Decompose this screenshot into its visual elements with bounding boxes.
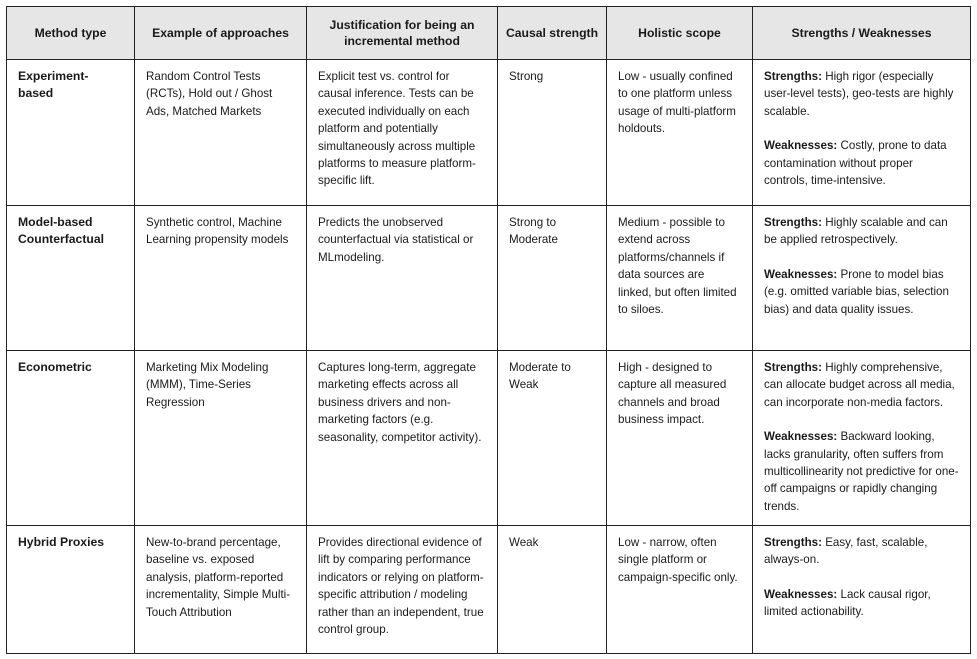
- method-cell: Econometric: [7, 351, 135, 526]
- strengths-text: [764, 214, 959, 249]
- header-strengths-weaknesses: Strengths / Weaknesses: [753, 7, 971, 60]
- examples-cell: Random Control Tests (RCTs), Hold out / Ghost Ads, Matched Markets: [135, 60, 307, 206]
- weaknesses-label: Weaknesses:: [764, 267, 838, 281]
- examples-cell: Marketing Mix Modeling (MMM), Time-Series Regression: [135, 351, 307, 526]
- justification-cell: Captures long-term, aggregate marketing effects across all business drivers and non-marketing factors (e.g. seasonality, competitor activity).: [307, 351, 498, 526]
- header-justification: Justification for being an incremental method: [307, 7, 498, 60]
- justification-cell: Provides directional evidence of lift by comparing performance indicators or relying on platform-specific attribution / modeling rather than an independent, true control group.: [307, 526, 498, 654]
- weaknesses-value: Prone to model bias (e.g. omitted variable bias, selection bias) and data quality issues.: [764, 267, 949, 316]
- causal-strength-cell: Strong to Moderate: [498, 206, 607, 351]
- causal-strength-cell: Weak: [498, 526, 607, 654]
- strengths-value: Highly scalable and can be applied retrospectively.: [764, 216, 948, 247]
- causal-strength-cell: Moderate to Weak: [498, 351, 607, 526]
- weaknesses-label: Weaknesses:: [764, 430, 838, 444]
- strengths-text: [764, 359, 959, 411]
- strengths-label: Strengths:: [764, 361, 822, 374]
- justification-cell: Explicit test vs. control for causal inference. Tests can be executed individually on each platform and potentially simultaneously across multiple platforms to measure platform-specific lift.: [307, 60, 498, 206]
- weaknesses-value: Lack causal rigor, limited actionability.: [764, 587, 931, 619]
- method-cell: Model-based Counterfactual: [7, 206, 135, 351]
- strengths-value: Highly comprehensive, can allocate budget across all media, can incorporate non-media factors.: [764, 361, 955, 409]
- weaknesses-text: [764, 586, 959, 621]
- incrementality-methods-table: [6, 6, 971, 654]
- strengths-weaknesses-cell: [753, 60, 971, 206]
- header-method-type: Method type: [7, 7, 135, 60]
- method-cell: Hybrid Proxies: [7, 526, 135, 654]
- table-row: [7, 526, 971, 654]
- strengths-label: Strengths:: [764, 536, 822, 549]
- weaknesses-text: [764, 428, 959, 515]
- table-row: [7, 206, 971, 351]
- strengths-label: Strengths:: [764, 216, 822, 229]
- strengths-weaknesses-cell: [753, 206, 971, 351]
- weaknesses-text: [764, 266, 959, 318]
- weaknesses-value: Costly, prone to data contamination without proper controls, time-intensive.: [764, 139, 947, 188]
- justification-cell: Predicts the unobserved counterfactual via statistical or MLmodeling.: [307, 206, 498, 351]
- weaknesses-label: Weaknesses:: [764, 139, 838, 153]
- examples-cell: New-to-brand percentage, baseline vs. exposed analysis, platform-reported incrementality, Simple Multi-Touch Attribution: [135, 526, 307, 654]
- strengths-label: Strengths:: [764, 70, 822, 83]
- weaknesses-text: [764, 137, 959, 189]
- holistic-scope-cell: Medium - possible to extend across platforms/channels if data sources are linked, but often limited to siloes.: [607, 206, 753, 351]
- strengths-weaknesses-cell: [753, 351, 971, 526]
- holistic-scope-cell: High - designed to capture all measured channels and broad business impact.: [607, 351, 753, 526]
- causal-strength-cell: Strong: [498, 60, 607, 206]
- table-row: [7, 60, 971, 206]
- holistic-scope-cell: Low - usually confined to one platform unless usage of multi-platform holdouts.: [607, 60, 753, 206]
- strengths-value: Easy, fast, scalable, always-on.: [764, 536, 928, 567]
- header-holistic-scope: Holistic scope: [607, 7, 753, 60]
- method-cell: Experiment-based: [7, 60, 135, 206]
- holistic-scope-cell: Low - narrow, often single platform or campaign-specific only.: [607, 526, 753, 654]
- header-examples: Example of approaches: [135, 7, 307, 60]
- weaknesses-label: Weaknesses:: [764, 587, 838, 601]
- header-causal-strength: Causal strength: [498, 7, 607, 60]
- strengths-weaknesses-cell: [753, 526, 971, 654]
- table-row: [7, 351, 971, 526]
- strengths-text: [764, 534, 959, 569]
- examples-cell: Synthetic control, Machine Learning propensity models: [135, 206, 307, 351]
- header-row: [7, 7, 971, 60]
- strengths-text: [764, 68, 959, 120]
- weaknesses-value: Backward looking, lacks granularity, often suffers from multicollinearity not predictive for one-off campaigns or rapidly changing trends.: [764, 430, 959, 513]
- strengths-value: High rigor (especially user-level tests), geo-tests are highly scalable.: [764, 70, 954, 118]
